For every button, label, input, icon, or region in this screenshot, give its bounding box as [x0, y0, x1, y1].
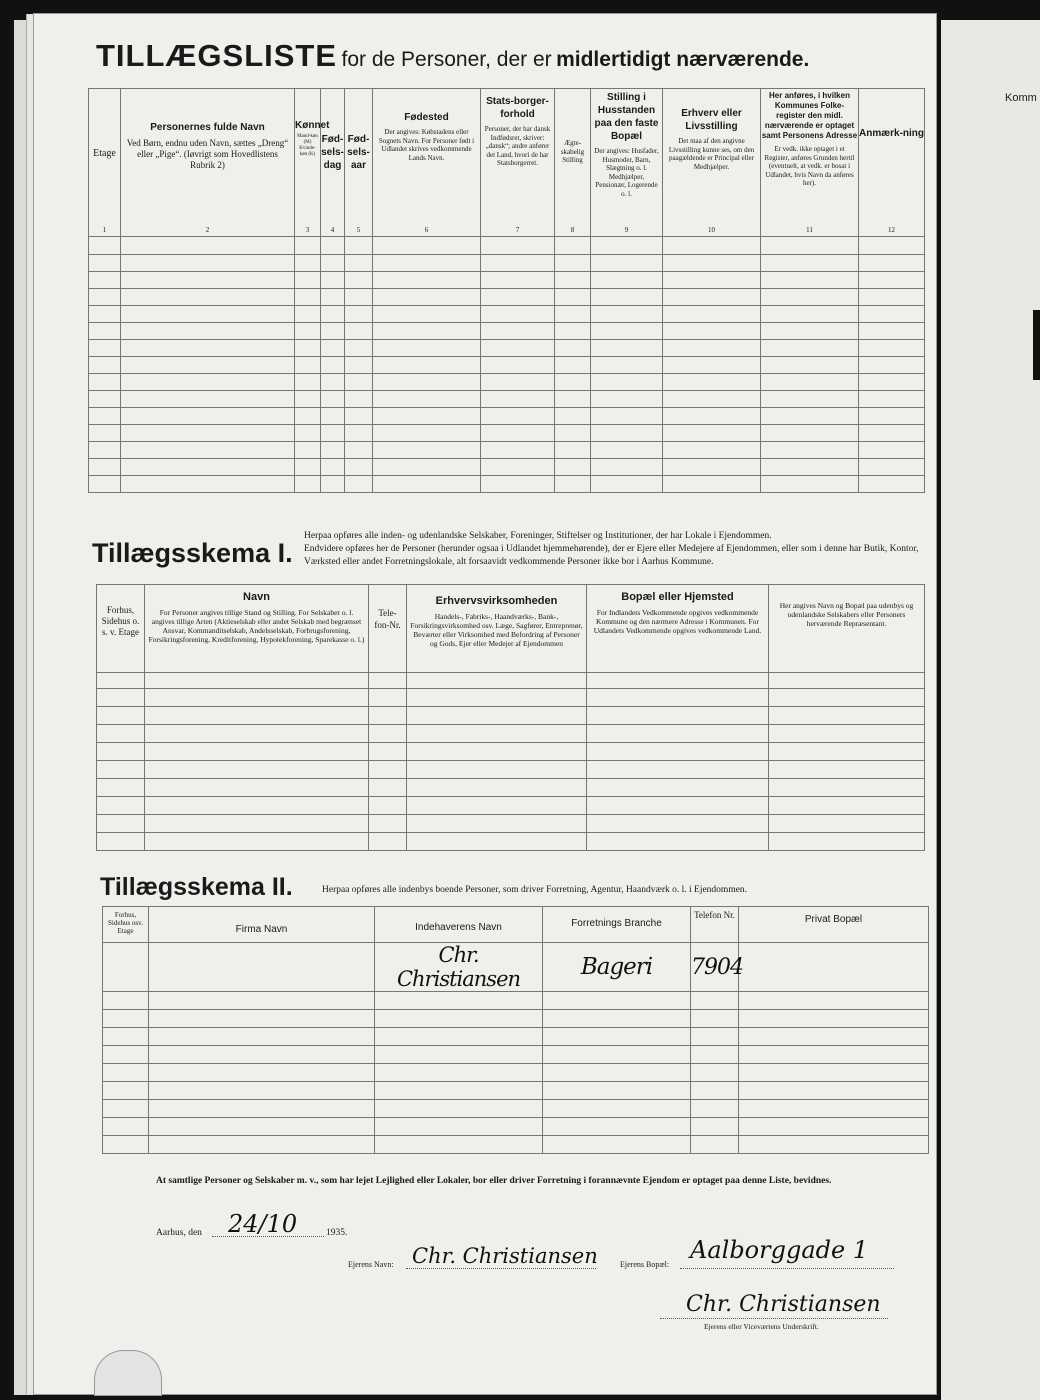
main-list-header-row [89, 89, 925, 237]
skema2-header-row [103, 907, 929, 943]
skema2-intro: Herpaa opføres alle indenbys boende Personer, som driver Forretning, Agentur, Haandværk o. l. i Ejendommen. [322, 885, 748, 895]
owner-signature: Chr. Christiansen [686, 1292, 881, 1317]
owner-address-line [680, 1268, 894, 1269]
table-row [97, 779, 925, 797]
s1-col-telefon: Tele-fon-Nr. [369, 585, 407, 673]
s1-col-etage: Forhus, Sidehus o. s. v. Etage [97, 585, 145, 673]
facing-page-mark [1033, 310, 1040, 380]
table-row [89, 272, 925, 289]
table-row [89, 374, 925, 391]
s2-col-indehaver: Indehaverens Navn [375, 907, 543, 943]
table-row [89, 340, 925, 357]
col-name: Personernes fulde Navn Ved Børn, endnu uden Navn, sættes „Dreng“ eller „Pige“. (Iøvrigt som Hovedlistens Rubrik 2) 2 [121, 89, 295, 237]
title-main: TILLÆGSLISTE [96, 38, 338, 73]
table-row [97, 815, 925, 833]
table-row [89, 306, 925, 323]
skema1-intro-2: Endvidere opføres her de Personer (herunder ogsaa i Udlandet hjemmehørende), der er Ejere eller Medejere af Ejendommen, eller som i denne har Butik, Kontor, Værksted eller andet Forretningslokale, alt forsaavidt vedkommende Personer ikke bor i Aarhus Kommune. [304, 544, 919, 567]
col-occupation: Erhverv eller Livsstilling Det maa af den angivne Livsstilling kunne ses, om den paagældende er Principal eller Medhjælper. 10 [663, 89, 761, 237]
table-row [103, 1136, 929, 1154]
table-row [103, 943, 929, 992]
table-row [103, 992, 929, 1010]
s1-col-bopael: Bopæl eller Hjemsted For Indlandets Vedkommende opgives vedkommende Kommune og den nærmere Adresse i Kommunen. For Udlandets Vedkommende opgives vedkommende Land. [587, 585, 769, 673]
col-etage: Etage 1 [89, 89, 121, 237]
binder-clip [94, 1350, 162, 1396]
col-marital: Ægte-skabelig Stilling 8 [555, 89, 591, 237]
table-row [89, 459, 925, 476]
table-row [89, 237, 925, 255]
signature-line [660, 1318, 888, 1319]
col-birthplace: Fødested Der angives: Købstadens eller Sognets Navn. For Personer født i Udlandet skrives vedkommende Lands Navn. 6 [373, 89, 481, 237]
table-row [103, 1118, 929, 1136]
skema2-table [102, 906, 929, 1154]
table-row [97, 761, 925, 779]
s1-col-erhverv: Erhvervsvirksomheden Handels-, Fabriks-, Haandværks-, Bank-, Forsikringsvirksomhed osv. Læge, Sagfører, Entreprenør, Beværter eller Virksomhed med Befordring af Personer og Gods, Ejer eller Medejer af Ejendommen [407, 585, 587, 673]
table-row [103, 1028, 929, 1046]
s2-col-telefon: Telefon Nr. [691, 907, 739, 943]
owner-name-label: Ejerens Navn: [348, 1260, 394, 1269]
col-remarks: Anmærk-ning 12 [859, 89, 925, 237]
main-list-table [88, 88, 925, 493]
table-row [89, 255, 925, 272]
skema1-title: Tillægsskema I. [92, 538, 293, 568]
col-register: Her anføres, i hvilken Kommunes Folke-register den midl. nærværende er optaget samt Personens Adresse Er vedk. ikke optaget i et Register, anføres Grunden hertil (eventuelt, at vedk. er bosat i Udlandet, hvis Navn da anføres her). 11 [761, 89, 859, 237]
owner-name-line [406, 1268, 596, 1269]
s2-row-firma [149, 943, 375, 992]
table-row [89, 408, 925, 425]
skema1-table [96, 584, 925, 851]
owner-address-label: Ejerens Bopæl: [620, 1260, 670, 1269]
s1-col-repraesentant: Her angives Navn og Bopæl paa udenbys og udenlandske Selskabers eller Personers herværende Repræsentant. [769, 585, 925, 673]
col-household: Stilling i Husstanden paa den faste Bopæl Der angives: Husfader, Husmoder, Barn, Slægtning o. l. Medhjælper, Pensionær, Logerende o. l. 9 [591, 89, 663, 237]
owner-name-handwritten: Chr. Christiansen [412, 1244, 598, 1268]
date-handwritten: 24/10 [228, 1210, 298, 1238]
table-row [103, 1082, 929, 1100]
s2-row-telefon: 7904 [691, 943, 739, 992]
s2-col-branche: Forretnings Branche [543, 907, 691, 943]
s2-col-bopael: Privat Bopæl [739, 907, 929, 943]
s2-row-etage [103, 943, 149, 992]
table-row [97, 743, 925, 761]
s2-row-indehaver: Chr. Christiansen [375, 943, 543, 992]
table-row [97, 689, 925, 707]
skema1-intro [304, 530, 926, 569]
s2-row-bopael [739, 943, 929, 992]
col-birthday: Fød-sels-dag 4 [321, 89, 345, 237]
table-row [89, 289, 925, 306]
s2-col-etage: Forhus, Sidehus osv. Etage [103, 907, 149, 943]
declaration: At samtlige Personer og Selskaber m. v., som har lejet Lejlighed eller Lokaler, bor eller driver Forretning i forannævnte Ejendom er optaget paa denne Liste, bevidnes. [156, 1176, 832, 1186]
owner-address-handwritten: Aalborggade 1 [690, 1236, 869, 1264]
facing-page [941, 20, 1040, 1400]
col-citizenship: Stats-borger-forhold Personer, der har dansk Indfødsret, skriver: „dansk“; andre anfører det Land, hvori de har Statsborgerret. 7 [481, 89, 555, 237]
table-row [103, 1064, 929, 1082]
table-row [103, 1046, 929, 1064]
s2-col-firma: Firma Navn [149, 907, 375, 943]
facing-page-label: Komm [1005, 92, 1037, 104]
table-row [97, 797, 925, 815]
year: 1935. [326, 1228, 348, 1238]
table-row [97, 673, 925, 689]
title-for: for de Personer, der er [341, 48, 552, 71]
page-title [96, 38, 809, 74]
table-row [89, 425, 925, 442]
col-gender: Kønnet Mand-køn (M) Kvinde-køn (K) 3 [295, 89, 321, 237]
table-row [97, 833, 925, 851]
skema1-intro-1: Herpaa opføres alle inden- og udenlandske Selskaber, Foreninger, Stiftelser og Institutioner, der har Lokale i Ejendommen. [304, 531, 772, 541]
col-birthyear: Fød-sels-aar 5 [345, 89, 373, 237]
table-row [89, 323, 925, 340]
signature-label: Ejerens eller Viceværtens Underskrift. [704, 1322, 819, 1331]
table-row [97, 707, 925, 725]
skema2-title: Tillægsskema II. [100, 873, 293, 901]
place-label: Aarhus, den [156, 1228, 202, 1238]
table-row [89, 476, 925, 493]
skema1-header-row [97, 585, 925, 673]
table-row [97, 725, 925, 743]
table-row [103, 1010, 929, 1028]
table-row [89, 391, 925, 408]
s2-row-branche: Bageri [543, 943, 691, 992]
table-row [89, 442, 925, 459]
title-bold: midlertidigt nærværende. [556, 48, 810, 71]
table-row [89, 357, 925, 374]
s1-col-navn: Navn For Personer angives tillige Stand og Stilling. For Selskaber o. l. angives tillige Arten (Aktieselskab eller andet Selskab med begrænset Ansvar, Kommanditselskab, Andelsselskab, Forbrugsforening, Forsikringsforening, Kreditforening, Hypotekforening, Sparekasse o. l.) [145, 585, 369, 673]
table-row [103, 1100, 929, 1118]
